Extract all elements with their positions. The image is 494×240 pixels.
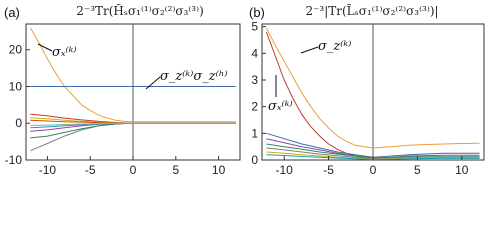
- panel-a-title: 2⁻³Tr(H̃ₛσ₁⁽¹⁾σ₂⁽²⁾σ₃⁽³⁾): [76, 4, 204, 18]
- panel-a-y-tick-label: 0: [15, 116, 22, 131]
- panel-b-y-tick-label: 4: [251, 46, 258, 61]
- panel-b-x-tick-label: 5: [414, 163, 421, 177]
- panel-b-y-tick-label: 3: [251, 73, 258, 87]
- panel-b-annotation-sigma-x: σₓ⁽ᵏ⁾: [268, 99, 293, 114]
- panel-a-x-tick-label: -10: [38, 163, 57, 177]
- panel-a: [4, 3, 240, 177]
- panel-b-label: (b): [249, 5, 265, 20]
- panel-a-arrow-sigma-x: [38, 44, 52, 51]
- panel-a-annotation-sigma-x: σₓ⁽ᵏ⁾: [52, 45, 77, 60]
- panel-a-x-tick-label: -5: [84, 163, 96, 177]
- panel-b-arrow-sigma-z: [301, 47, 318, 53]
- panel-a-annotation-zz: σ_z⁽ᵏ⁾σ_z⁽ʰ⁾: [160, 69, 228, 84]
- panel-a-arrow-zz: [146, 77, 160, 89]
- panel-a-y-tick-label: 20: [8, 42, 22, 57]
- panel-b-y-tick-label: 0: [251, 153, 258, 167]
- panel-a-label: (a): [4, 5, 20, 20]
- panel-a-x-tick-label: 5: [172, 163, 180, 177]
- panel-b-x-tick-label: -5: [323, 163, 334, 177]
- panel-b-x-tick-label: -10: [275, 163, 293, 177]
- panel-b-x-tick-label: 0: [369, 163, 377, 177]
- panel-b-y-tick-label: 2: [251, 99, 258, 114]
- panel-b-y-tick-label: 5: [251, 19, 258, 34]
- panel-b: [249, 3, 484, 177]
- panel-a-y-tick-label: -10: [4, 153, 22, 167]
- panel-b-plot-area: [266, 24, 479, 160]
- panel-b-title: 2⁻³|Tr(L̃ₛσ₁⁽¹⁾σ₂⁽²⁾σ₃⁽³⁾)|: [305, 4, 439, 18]
- panel-a-x-tick-label: 10: [211, 163, 226, 177]
- panel-b-x-tick-label: 10: [455, 163, 469, 177]
- panel-b-annotation-sigma-z: σ_z⁽ᵏ⁾: [318, 39, 352, 54]
- panel-a-x-tick-label: 0: [129, 163, 137, 177]
- panel-a-y-tick-label: 10: [8, 79, 22, 94]
- panel-a-axes: [5, 43, 226, 177]
- panel-b-y-tick-label: 1: [251, 126, 258, 141]
